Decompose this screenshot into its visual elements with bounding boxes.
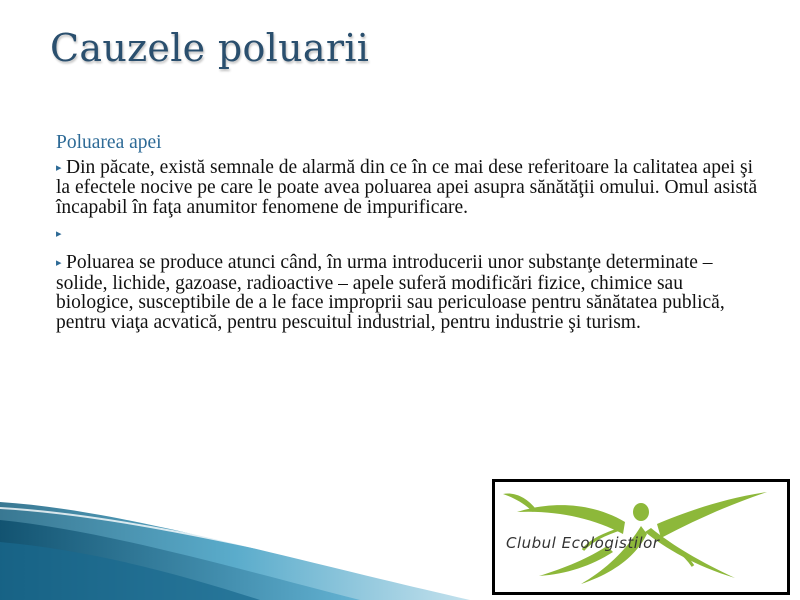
slide-content (56, 133, 762, 339)
subheading: Poluarea apei (56, 132, 162, 153)
paragraph-3 (56, 253, 762, 332)
wave-decoration-icon (0, 480, 500, 600)
bullet-icon: ▸ (56, 161, 62, 174)
logo (492, 479, 790, 595)
paragraph-1 (56, 158, 762, 218)
bullet-icon: ▸ (56, 228, 62, 240)
bullet-icon: ▸ (56, 257, 62, 269)
paragraph-text: Poluarea se produce atunci când, în urma introducerii unor substanţe determinate – solide, lichide, gazoase, radioactive – apele suferă modificări fizice, chimice sau biologice, susceptibile de a le face improprii sau periculoase pentru sănătatea publică, pentru viaţa acvatică, pentru pescuitul industrial, pentru industrie şi turism. (56, 252, 725, 333)
paragraph-2 (56, 224, 762, 246)
logo-text: Clubul Ecologistilor (506, 534, 660, 552)
slide-title: Cauzele poluarii (50, 26, 370, 70)
paragraph-text: Din păcate, există semnale de alarmă din ce în ce mai dese referitoare la calitatea apei şi la efectele nocive pe care le poate avea poluarea apei asupra sănătăţii omului. Omul asistă încapabil în faţa anumitor fenomene de impurificare. (56, 156, 758, 218)
